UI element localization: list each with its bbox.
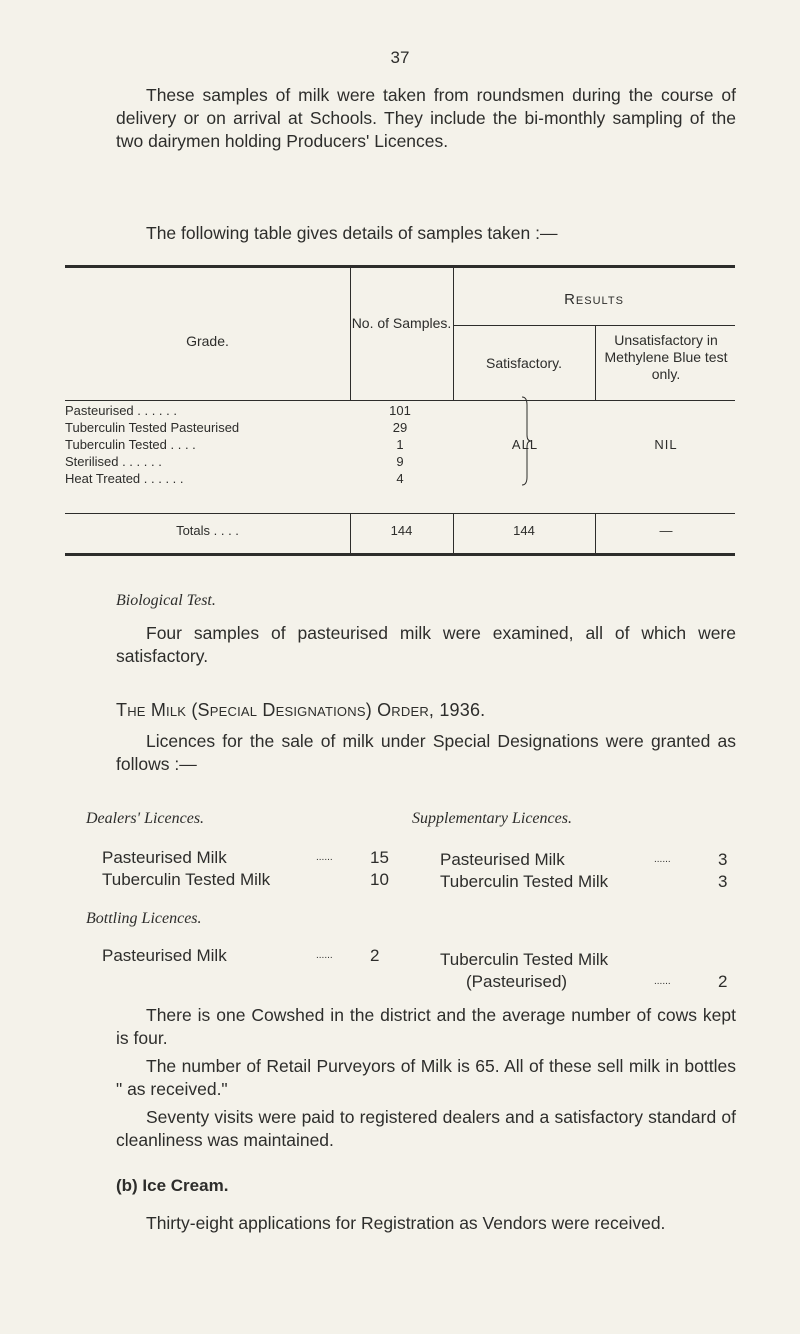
totals-top-rule	[65, 513, 735, 514]
order-heading: The Milk (Special Designations) Order, 1936.	[116, 700, 486, 720]
totals-samples: 144	[390, 523, 413, 538]
supplementary-item-value: 3	[718, 872, 728, 891]
col-divider-1	[350, 268, 351, 401]
col-divider-2	[453, 268, 454, 401]
bio-heading: Biological Test.	[116, 592, 216, 609]
supplementary-item-dots: ......	[654, 854, 671, 865]
bottling-item-dots: ......	[654, 976, 671, 987]
dealers-item-value: 15	[370, 848, 389, 867]
table-intro: The following table gives details of samples taken :—	[146, 223, 558, 243]
dealers-item-dots: ......	[316, 852, 333, 863]
page-number: 37	[390, 48, 410, 67]
row-samples: 9	[396, 454, 404, 469]
retail-paragraph: The number of Retail Purveyors of Milk is 65. All of these sell milk in bottles " as received."	[116, 1056, 736, 1099]
table-top-rule	[65, 265, 735, 268]
row-grade: Pasteurised . . . . . .	[65, 403, 177, 418]
results-sub-rule	[453, 325, 735, 326]
satisfactory-all: ALL	[511, 437, 539, 452]
bottling-item-value: 2	[718, 972, 728, 991]
bottling-item-sublabel: (Pasteurised)	[466, 972, 568, 991]
header-grade: Grade.	[186, 333, 229, 349]
row-samples: 29	[392, 420, 408, 435]
col-divider-3	[595, 325, 596, 401]
ice-cream-paragraph: Thirty-eight applications for Registration as Vendors were received.	[146, 1213, 666, 1233]
cowshed-paragraph: There is one Cowshed in the district and the average number of cows kept is four.	[116, 1005, 736, 1048]
dealers-heading: Dealers' Licences.	[86, 810, 205, 827]
row-samples: 4	[396, 471, 404, 486]
dealers-item-label: Tuberculin Tested Milk	[102, 870, 271, 889]
supplementary-heading: Supplementary Licences.	[412, 810, 572, 827]
bottling-heading: Bottling Licences.	[86, 910, 202, 927]
row-grade: Heat Treated . . . . . .	[65, 471, 184, 486]
supplementary-item-label: Pasteurised Milk	[440, 850, 565, 869]
bottling-item-label: Pasteurised Milk	[102, 946, 227, 965]
header-unsatisfactory: Unsatisfactory in Methylene Blue test only.	[604, 332, 728, 382]
supplementary-item-value: 3	[718, 850, 728, 869]
dealers-item-label: Pasteurised Milk	[102, 848, 227, 867]
unsatisfactory-nil: NIL	[654, 437, 678, 452]
row-grade: Tuberculin Tested Pasteurised	[65, 420, 240, 435]
bottling-item-value: 2	[370, 946, 380, 965]
totals-satisfactory: 144	[513, 523, 535, 538]
header-results: Results	[564, 291, 624, 308]
supplementary-item-label: Tuberculin Tested Milk	[440, 872, 609, 891]
header-satisfactory: Satisfactory.	[486, 355, 562, 371]
header-bottom-rule	[65, 400, 735, 401]
row-samples: 101	[389, 403, 411, 418]
visits-paragraph: Seventy visits were paid to registered dealers and a satisfactory standard of cleanliness was maintained.	[116, 1107, 736, 1150]
table-bottom-rule	[65, 553, 735, 556]
ice-cream-heading: (b) Ice Cream.	[116, 1176, 229, 1195]
dealers-item-value: 10	[370, 870, 389, 889]
totals-label: Totals . . . .	[176, 523, 239, 538]
samples-table	[65, 265, 735, 565]
totals-divider-3	[595, 513, 596, 553]
bottling-item-dots: ......	[316, 950, 333, 961]
order-paragraph: Licences for the sale of milk under Special Designations were granted as follows :—	[116, 731, 736, 774]
row-grade: Sterilised . . . . . .	[65, 454, 162, 469]
intro-paragraph: These samples of milk were taken from roundsmen during the course of delivery or on arrival at Schools. They include the bi-monthly sampling of the two dairymen holding Producers' Licences.	[116, 85, 736, 151]
bottling-item-label: Tuberculin Tested Milk	[440, 950, 609, 969]
header-samples: No. of Samples.	[351, 315, 452, 331]
row-grade: Tuberculin Tested . . . .	[65, 437, 196, 452]
row-samples: 1	[396, 437, 404, 452]
bio-paragraph: Four samples of pasteurised milk were examined, all of which were satisfactory.	[116, 623, 736, 666]
totals-unsatisfactory: —	[659, 523, 673, 538]
